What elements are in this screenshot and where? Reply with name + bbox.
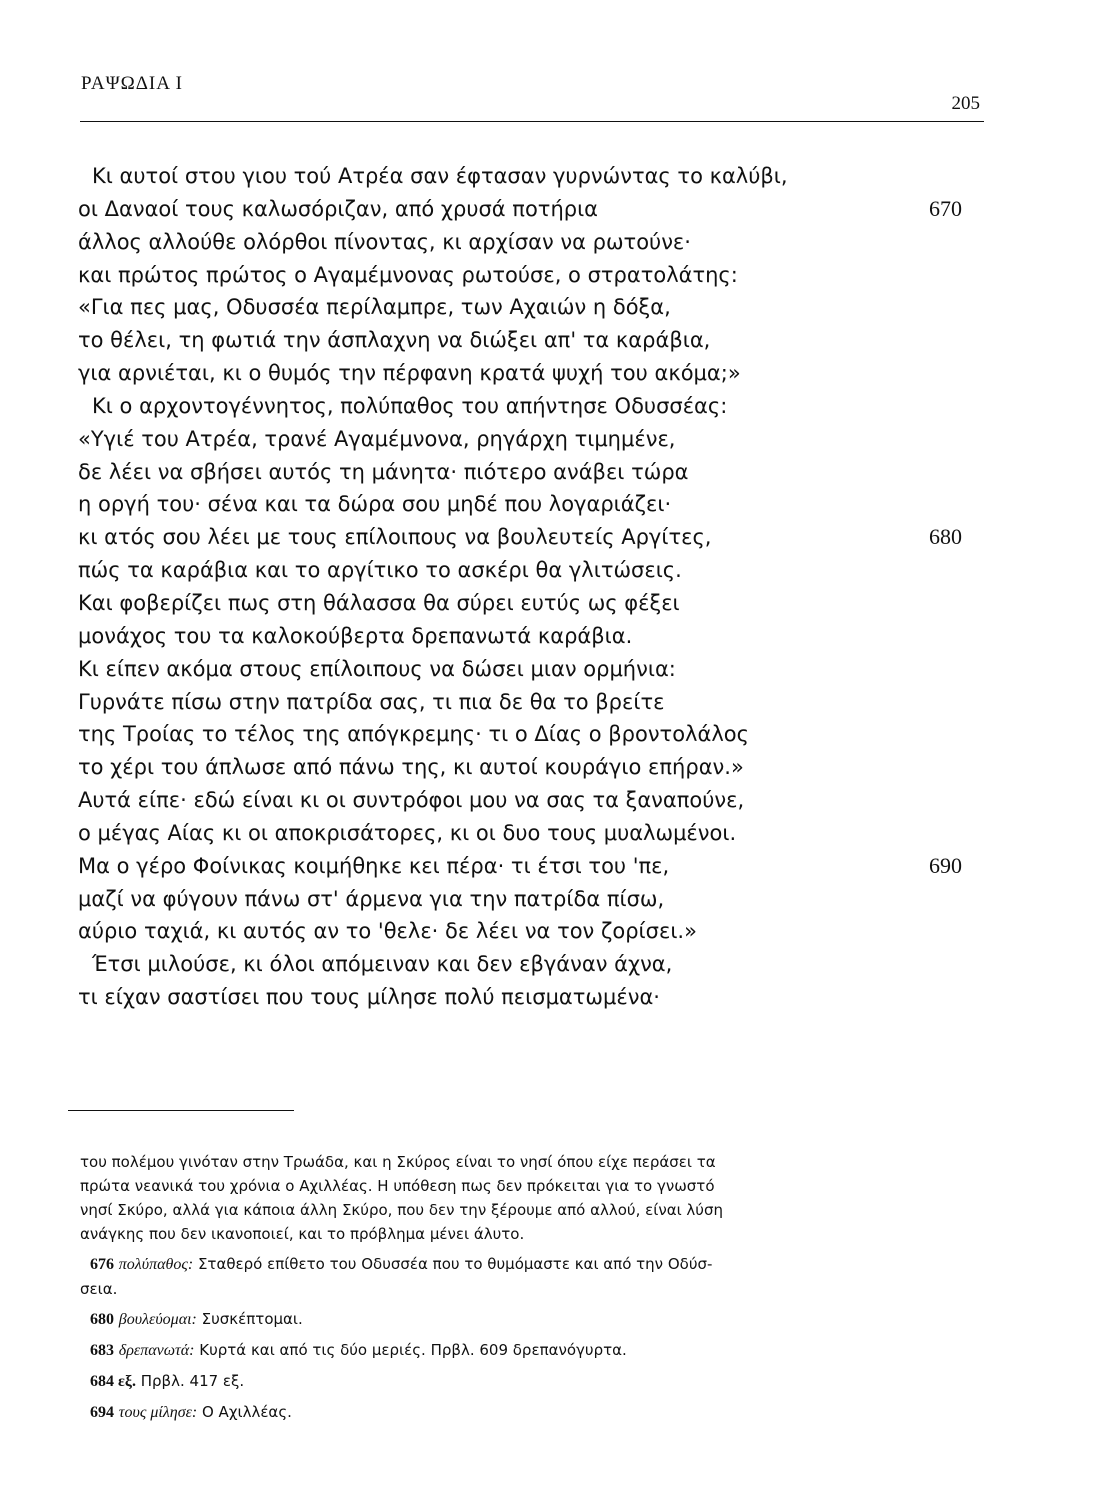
verse-text: «Υγιέ του Ατρέα, τρανέ Αγαμέμνονα, ρηγάρχη τιμημένε, xyxy=(78,426,676,451)
footnote-number: 684 εξ. xyxy=(90,1373,136,1390)
verse-number: 670 xyxy=(929,195,962,221)
verse-text: «Για πες μας, Οδυσσέα περίλαμπρε, των Αχαιών η δόξα, xyxy=(78,295,671,320)
footnote-text: Πρβλ. 417 εξ. xyxy=(135,1372,245,1390)
verse-text: άλλος αλλούθε ολόρθοι πίνοντας, κι αρχίσαν να ρωτούνε· xyxy=(78,229,691,254)
verse-text: Κι ο αρχοντογέννητος, πολύπαθος του απήντησε Οδυσσέας: xyxy=(92,393,728,418)
verse-line xyxy=(0,390,1095,423)
verse-line xyxy=(0,291,1095,324)
verse-line xyxy=(0,488,1095,521)
footnote-continuation-line: του πολέμου γινόταν στην Τρωάδα, και η Σκύρος είναι το νησί όπου είχε περάσει τα xyxy=(80,1153,716,1171)
verse-line xyxy=(0,850,1095,883)
verse-text: Και φοβερίζει πως στη θάλασσα θα σύρει ευτύς ως φέξει xyxy=(78,590,680,615)
footnotes xyxy=(80,1150,900,1425)
verse-text: δε λέει να σβήσει αυτός τη μάνητα· πιότερο ανάβει τώρα xyxy=(78,459,689,484)
verse-text: και πρώτος πρώτος ο Αγαμέμνονας ρωτούσε, ο στρατολάτης: xyxy=(78,262,738,287)
footnote xyxy=(80,1338,900,1363)
footnote-term: τους μίλησε: xyxy=(118,1404,198,1421)
footnote-line xyxy=(80,1252,900,1277)
verse-text: μονάχος του τα καλοκούβερτα δρεπανωτά καράβια. xyxy=(78,623,633,648)
verse-text: Αυτά είπε· εδώ είναι κι οι συντρόφοι μου να σας τα ξαναπούνε, xyxy=(78,788,745,813)
verse-line xyxy=(0,587,1095,620)
footnote-continuation-line: πρώτα νεανικά του χρόνια ο Αχιλλέας. Η υπόθεση πως δεν πρόκειται για το γνωστό xyxy=(80,1177,715,1195)
footnote-number: 683 xyxy=(90,1342,114,1359)
verse-text: κι ατός σου λέει με τους επίλοιπους να βουλευτείς Αργίτες, xyxy=(78,525,712,550)
footnote-line: σεια. xyxy=(80,1280,118,1298)
verse-text: αύριο ταχιά, κι αυτός αν το 'θελε· δε λέει να τον ζορίσει.» xyxy=(78,919,697,944)
footnote-rule xyxy=(68,1110,294,1111)
verse-line xyxy=(0,259,1095,292)
verse-text: τι είχαν σαστίσει που τους μίλησε πολύ πεισματωμένα· xyxy=(78,985,660,1010)
footnote-text: Σταθερό επίθετο του Οδυσσέα που το θυμόμαστε και από την Οδύσ- xyxy=(193,1255,713,1273)
verse-line xyxy=(0,883,1095,916)
verse-line xyxy=(0,193,1095,226)
footnote xyxy=(80,1252,900,1301)
footnote-number: 676 xyxy=(90,1256,114,1273)
verse-line xyxy=(0,423,1095,456)
footnote xyxy=(80,1369,900,1394)
verse-line xyxy=(0,226,1095,259)
footnote xyxy=(80,1400,900,1425)
verse-block xyxy=(0,160,1095,1014)
verse-number: 690 xyxy=(929,852,962,878)
verse-text: Κι αυτοί στου γιου τού Ατρέα σαν έφτασαν γυρνώντας το καλύβι, xyxy=(92,164,788,188)
footnote-text: Κυρτά και από τις δύο μεριές. Πρβλ. 609 δρεπανόγυρτα. xyxy=(194,1341,627,1359)
footnote-line xyxy=(80,1307,900,1332)
footnote-text: Συσκέπτομαι. xyxy=(196,1310,303,1328)
verse-line xyxy=(0,160,1095,193)
verse-line xyxy=(0,357,1095,390)
verse-text: το χέρι του άπλωσε από πάνω της, κι αυτοί κουράγιο επήραν.» xyxy=(78,755,744,780)
header-rule xyxy=(80,121,984,122)
footnote-line xyxy=(80,1400,900,1425)
verse-line xyxy=(0,784,1095,817)
footnote-continuation-line: νησί Σκύρο, αλλά για κάποια άλλη Σκύρο, που δεν την ξέρουμε από αλλού, είναι λύση xyxy=(80,1201,723,1219)
verse-text: πώς τα καράβια και το αργίτικο το ασκέρι θα γλιτώσεις. xyxy=(78,558,682,583)
verse-line xyxy=(0,948,1095,981)
verse-text: της Τροίας το τέλος της απόγκρεμης· τι ο Δίας ο βροντολάλος xyxy=(78,722,749,747)
verse-line xyxy=(0,915,1095,948)
verse-line xyxy=(0,521,1095,554)
verse-text: μαζί να φύγουν πάνω στ' άρμενα για την πατρίδα πίσω, xyxy=(78,886,665,911)
verse-line xyxy=(0,620,1095,653)
verse-line xyxy=(0,653,1095,686)
page-number: 205 xyxy=(951,93,980,114)
footnote-term: δρεπανωτά: xyxy=(118,1342,195,1359)
verse-text: Μα ο γέρο Φοίνικας κοιμήθηκε κει πέρα· τι έτσι του 'πε, xyxy=(78,853,670,878)
verse-line xyxy=(0,981,1095,1014)
verse-text: το θέλει, τη φωτιά την άσπλαχνη να διώξει απ' τα καράβια, xyxy=(78,328,711,353)
verse-number: 680 xyxy=(929,524,962,550)
verse-line xyxy=(0,554,1095,587)
verse-text: οι Δαναοί τους καλωσόριζαν, από χρυσά ποτήρια xyxy=(78,196,599,221)
verse-text: Κι είπεν ακόμα στους επίλοιπους να δώσει μιαν ορμήνια: xyxy=(78,656,676,681)
verse-line xyxy=(0,718,1095,751)
footnote-line xyxy=(80,1369,900,1394)
verse-text: ο μέγας Αίας κι οι αποκρισάτορες, κι οι δυο τους μυαλωμένοι. xyxy=(78,820,737,845)
footnote-term: πολύπαθος: xyxy=(118,1256,194,1273)
footnote-number: 694 xyxy=(90,1404,114,1421)
verse-line xyxy=(0,817,1095,850)
verse-text: Έτσι μιλούσε, κι όλοι απόμειναν και δεν εβγάναν άχνα, xyxy=(92,952,673,977)
verse-text: Γυρνάτε πίσω στην πατρίδα σας, τι πια δε θα το βρείτε xyxy=(78,689,665,714)
verse-text: για αρνιέται, κι ο θυμός την πέρφανη κρατά ψυχή του ακόμα;» xyxy=(78,361,741,386)
footnote-continuation-line: ανάγκης που δεν ικανοποιεί, και το πρόβλημα μένει άλυτο. xyxy=(80,1225,525,1243)
footnote-line xyxy=(80,1338,900,1363)
running-head: ΡΑΨΩΔΙΑ Ι xyxy=(81,73,183,94)
verse-line xyxy=(0,686,1095,719)
verse-line xyxy=(0,456,1095,489)
verse-line xyxy=(0,751,1095,784)
footnote-term: βουλεύομαι: xyxy=(118,1311,197,1328)
footnote-number: 680 xyxy=(90,1311,114,1328)
verse-line xyxy=(0,324,1095,357)
footnote xyxy=(80,1307,900,1332)
footnote-text: Ο Αχιλλέας. xyxy=(197,1403,292,1421)
verse-text: η οργή του· σένα και τα δώρα σου μηδέ που λογαριάζει· xyxy=(78,492,672,517)
